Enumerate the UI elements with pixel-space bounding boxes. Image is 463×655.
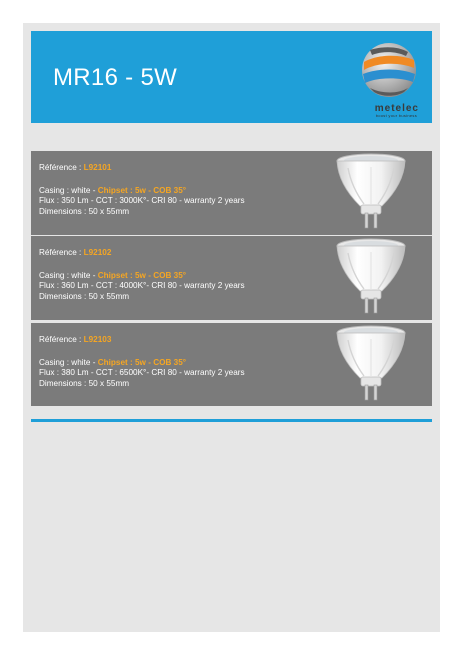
bulb-image <box>334 324 408 404</box>
product-details <box>39 248 245 302</box>
flux-text: Flux : 360 Lm - CCT : 4000K°- CRI 80 - warranty 2 years <box>39 281 245 290</box>
casing-text: Casing : white - <box>39 357 98 367</box>
header-banner <box>31 31 432 123</box>
catalog-page <box>23 23 440 632</box>
dimensions-text: Dimensions : 50 x 55mm <box>39 206 130 216</box>
dimensions-text: Dimensions : 50 x 55mm <box>39 291 130 301</box>
reference-code: L92101 <box>83 163 112 172</box>
reference-label: Référence : <box>39 163 84 172</box>
divider-line <box>31 419 432 422</box>
reference-label: Référence : <box>39 335 84 344</box>
brand-tagline: boost your business <box>375 113 417 118</box>
product-details <box>39 163 245 217</box>
product-card <box>31 151 432 235</box>
bulb-image <box>334 152 408 232</box>
product-details <box>39 335 245 389</box>
chipset-text: Chipset : 5w - COB 35° <box>97 185 187 195</box>
chipset-text: Chipset : 5w - COB 35° <box>97 357 187 367</box>
brand-name: metelec <box>374 103 419 114</box>
bulb-image <box>334 237 408 317</box>
brand-logo <box>356 40 422 118</box>
product-card <box>31 236 432 320</box>
page-title: MR16 - 5W <box>53 64 178 91</box>
dimensions-text: Dimensions : 50 x 55mm <box>39 378 130 388</box>
chipset-text: Chipset : 5w - COB 35° <box>97 270 187 280</box>
reference-code: L92103 <box>83 335 112 344</box>
globe-icon <box>356 40 422 102</box>
reference-code: L92102 <box>83 248 112 257</box>
flux-text: Flux : 350 Lm - CCT : 3000K°- CRI 80 - warranty 2 years <box>39 196 245 205</box>
product-card <box>31 323 432 406</box>
casing-text: Casing : white - <box>39 185 98 195</box>
casing-text: Casing : white - <box>39 270 98 280</box>
reference-label: Référence : <box>39 248 84 257</box>
flux-text: Flux : 380 Lm - CCT : 6500K°- CRI 80 - warranty 2 years <box>39 368 245 377</box>
